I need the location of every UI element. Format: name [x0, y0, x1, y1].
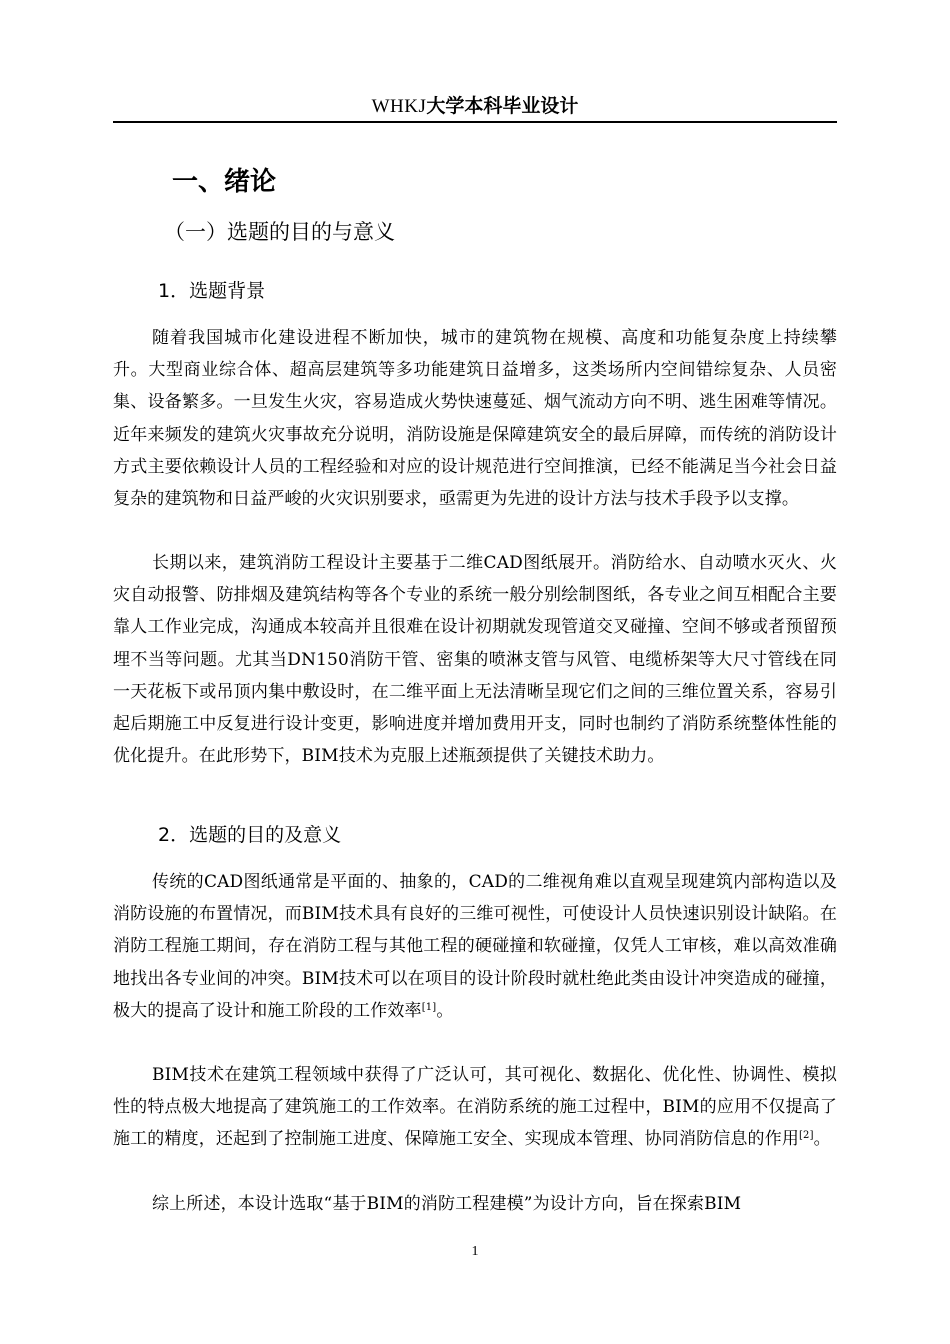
page-number: 1	[471, 1244, 479, 1259]
body-paragraph	[113, 866, 837, 1027]
paragraph-text: 传统的CAD图纸通常是平面的、抽象的，CAD的二维视角难以直观呈现建筑内部构造以及消防设施的布置情况，而BIM技术具有良好的三维可视性，可使设计人员快速识别设计缺陷。在消防工程施工期间，存在消防工程与其他工程的硬碰撞和软碰撞，仅凭人工审核，难以高效准确地找出各专业间的冲突。BIM技术可以在项目的设计阶段时就杜绝此类由设计冲突造成的碰撞，极大的提高了设计和施工阶段的工作效率	[113, 872, 837, 1021]
subsection-title-background: 1．选题背景	[158, 280, 266, 302]
paragraph-text: BIM技术在建筑工程领域中获得了广泛认可，其可视化、数据化、优化性、协调性、模拟性的特点极大地提高了建筑施工的工作效率。在消防系统的施工过程中，BIM的应用不仅提高了施工的精度，还起到了控制施工进度、保障施工安全、实现成本管理、协同消防信息的作用	[113, 1065, 837, 1150]
body-paragraph	[113, 1059, 837, 1156]
paragraph-tail: 。	[813, 1129, 831, 1150]
citation-ref[interactable]: [1]	[421, 1001, 437, 1013]
body-paragraph: 综上所述，本设计选取“基于BIM的消防工程建模”为设计方向，旨在探索BIM	[152, 1194, 742, 1214]
page-header	[113, 93, 837, 119]
header-divider	[113, 121, 837, 123]
header-prefix: WHKJ	[371, 96, 427, 117]
chapter-title: 一、绪论	[172, 167, 277, 197]
subsection-title-purpose: 2．选题的目的及意义	[158, 824, 342, 846]
section-title: （一）选题的目的与意义	[164, 220, 395, 244]
citation-ref[interactable]: [2]	[799, 1130, 814, 1142]
paragraph-tail: 。	[436, 1000, 454, 1021]
body-paragraph: 长期以来，建筑消防工程设计主要基于二维CAD图纸展开。消防给水、自动喷水灭火、火灾自动报警、防排烟及建筑结构等各个专业的系统一般分别绘制图纸，各专业之间互相配合主要靠人工作业完成，沟通成本较高并且很难在设计初期就发现管道交叉碰撞、空间不够或者预留预埋不当等问题。尤其当DN150消防干管、密集的喷淋支管与风管、电缆桥架等大尺寸管线在同一天花板下或吊顶内集中敷设时，在二维平面上无法清晰呈现它们之间的三维位置关系，容易引起后期施工中反复进行设计变更，影响进度并增加费用开支，同时也制约了消防系统整体性能的优化提升。在此形势下，BIM技术为克服上述瓶颈提供了关键技术助力。	[113, 553, 837, 767]
body-paragraph: 随着我国城市化建设进程不断加快，城市的建筑物在规模、高度和功能复杂度上持续攀升。大型商业综合体、超高层建筑等多功能建筑日益增多，这类场所内空间错综复杂、人员密集、设备繁多。一旦发生火灾，容易造成火势快速蔓延、烟气流动方向不明、逃生困难等情况。近年来频发的建筑火灾事故充分说明，消防设施是保障建筑安全的最后屏障，而传统的消防设计方式主要依赖设计人员的工程经验和对应的设计规范进行空间推演，已经不能满足当今社会日益复杂的建筑物和日益严峻的火灾识别要求，亟需更为先进的设计方法与技术手段予以支撑。	[113, 328, 837, 510]
header-title: 大学本科毕业设计	[426, 95, 579, 117]
